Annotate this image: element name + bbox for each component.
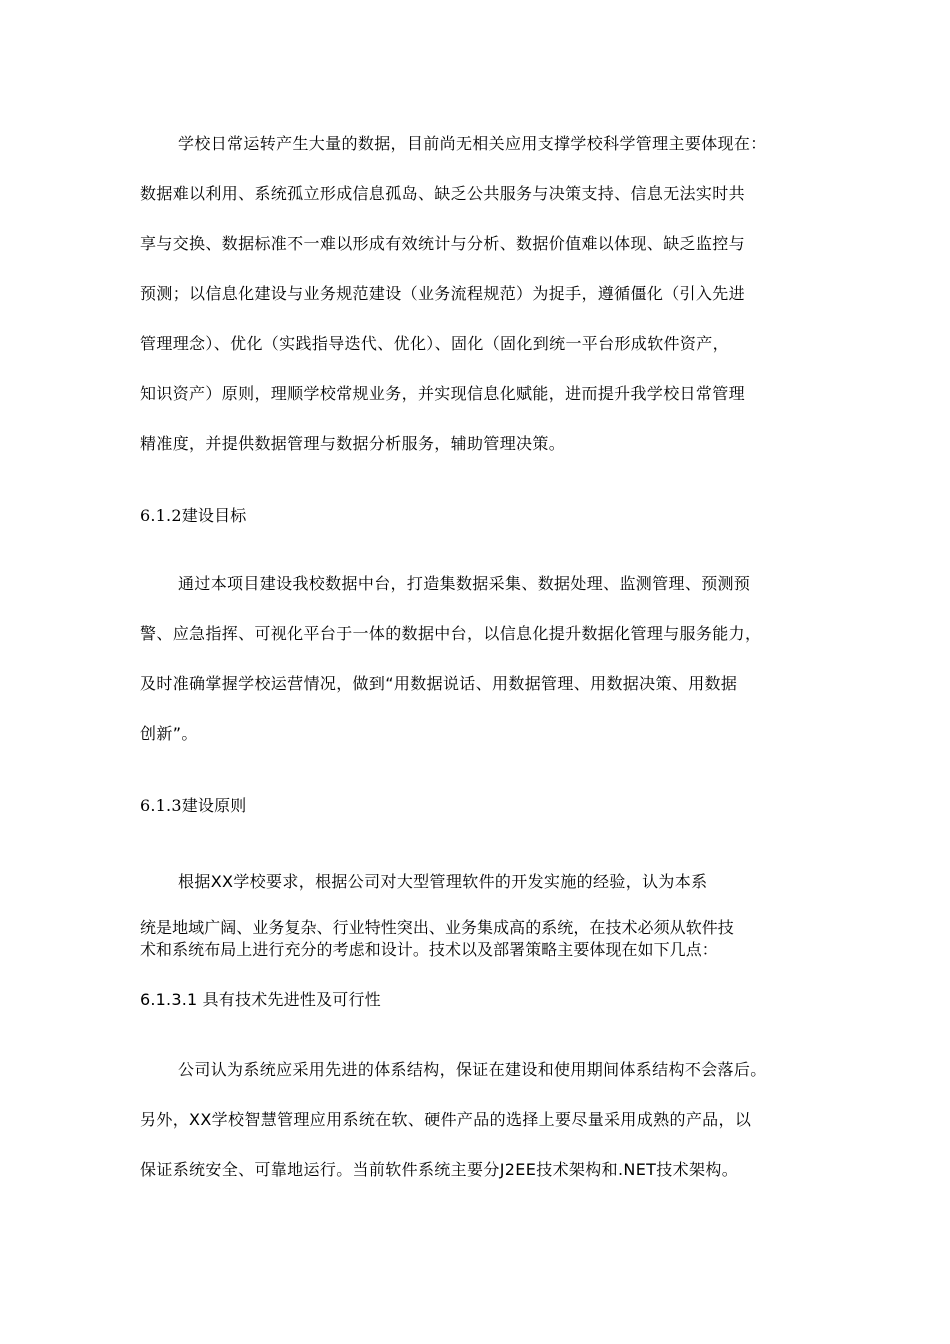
section-heading-6-1-2: 6.1.2建设目标	[140, 506, 247, 525]
text-line: 创新”。	[140, 724, 198, 743]
text-line: 另外，XX学校智慧管理应用系统在软、硬件产品的选择上要尽量采用成熟的产品，以	[140, 1110, 752, 1129]
text-line: 享与交换、数据标准不一难以形成有效统计与分析、数据价值难以体现、缺乏监控与	[140, 234, 745, 253]
section-heading-6-1-3-1: 6.1.3.1 具有技术先进性及可行性	[140, 990, 381, 1009]
text-line: 警、应急指挥、可视化平台于一体的数据中台，以信息化提升数据化管理与服务能力，	[140, 624, 762, 643]
text-line: 及时准确掌握学校运营情况，做到“用数据说话、用数据管理、用数据决策、用数据	[140, 674, 738, 693]
text-line: 管理理念）、优化（实践指导迭代、优化）、固化（固化到统一平台形成软件资产，	[140, 334, 729, 353]
text-line: 精准度，并提供数据管理与数据分析服务，辅助管理决策。	[140, 434, 566, 453]
text-line: 数据难以利用、系统孤立形成信息孤岛、缺乏公共服务与决策支持、信息无法实时共	[140, 184, 745, 203]
text-line: 保证系统安全、可靠地运行。当前软件系统主要分J2EE技术架构和.NET技术架构。	[140, 1160, 739, 1179]
text-line: 知识资产）原则，理顺学校常规业务，并实现信息化赋能，进而提升我学校日常管理	[140, 384, 745, 403]
section-heading-6-1-3: 6.1.3建设原则	[140, 796, 247, 815]
text-line: 预测；以信息化建设与业务规范建设（业务流程规范）为捉手，遵循僵化（引入先进	[140, 284, 745, 303]
text-line: 术和系统布局上进行充分的考虑和设计。技术以及部署策略主要体现在如下几点：	[140, 940, 718, 959]
text-line: 学校日常运转产生大量的数据，目前尚无相关应用支撑学校科学管理主要体现在：	[178, 134, 767, 153]
text-line: 根据XX学校要求，根据公司对大型管理软件的开发实施的经验，认为本系	[178, 872, 708, 891]
text-line: 统是地域广阔、业务复杂、行业特性突出、业务集成高的系统，在技术必须从软件技	[140, 918, 734, 937]
text-line: 公司认为系统应采用先进的体系结构，保证在建设和使用期间体系结构不会落后。	[178, 1060, 767, 1079]
text-line: 通过本项目建设我校数据中台，打造集数据采集、数据处理、监测管理、预测预	[178, 574, 751, 593]
